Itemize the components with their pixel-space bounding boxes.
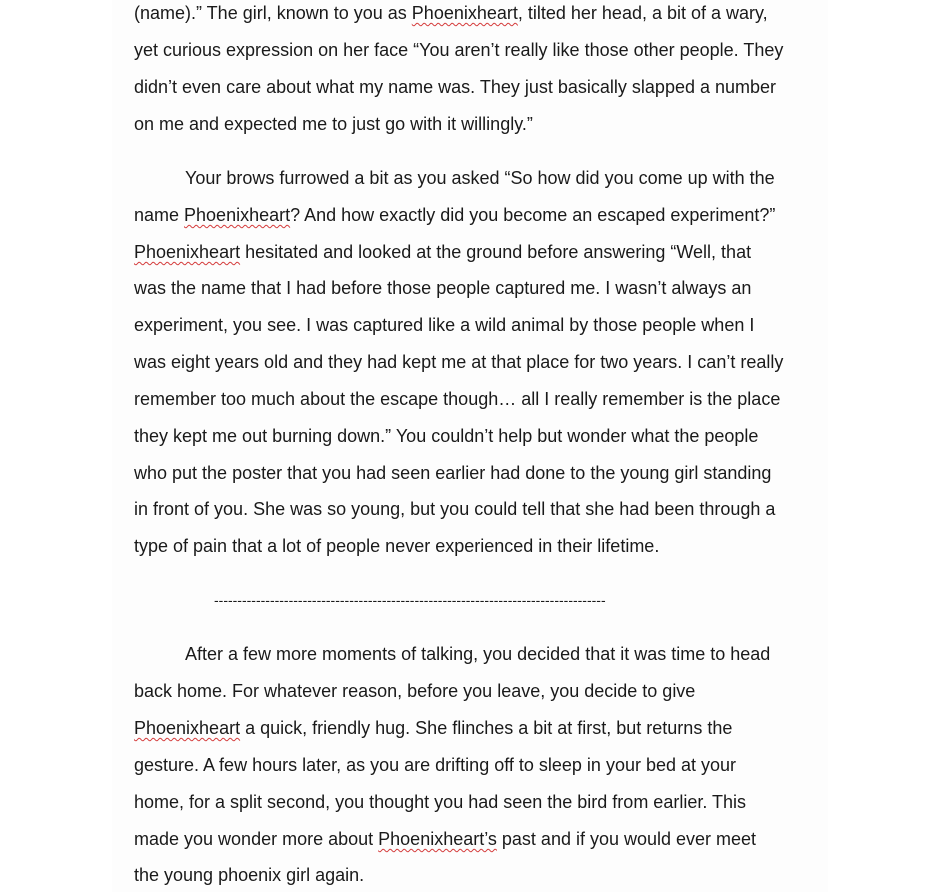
text-run: name bbox=[134, 205, 185, 225]
text-line bbox=[134, 1, 768, 25]
text-line: type of pain that a lot of people never experienced in their lifetime. bbox=[134, 536, 660, 556]
text-line: who put the poster that you had seen earlier had done to the young girl standing bbox=[134, 463, 772, 483]
text-line: they kept me out burning down.” You couldn’t help but wonder what the people bbox=[134, 426, 759, 446]
text-line: back home. For whatever reason, before you leave, you decide to give bbox=[134, 681, 696, 701]
text-line bbox=[134, 203, 775, 227]
text-line bbox=[134, 240, 751, 264]
text-line: yet curious expression on her face “You aren’t really like those other people. They bbox=[134, 40, 784, 60]
text-run: past and if you would ever meet bbox=[496, 829, 757, 849]
misspelled-word[interactable]: Phoenixheart bbox=[411, 3, 518, 23]
text-line: didn’t even care about what my name was. They just basically slapped a number bbox=[134, 77, 777, 97]
section-divider: ------------------------------------------------------------------------------------ bbox=[214, 592, 606, 608]
misspelled-word[interactable]: Phoenixheart bbox=[134, 242, 241, 262]
text-run: a quick, friendly hug. She flinches a bit at first, but returns the bbox=[240, 718, 733, 738]
text-run: made you wonder more about bbox=[134, 829, 379, 849]
text-line bbox=[134, 716, 732, 740]
text-line: was eight years old and they had kept me at that place for two years. I can’t really bbox=[134, 352, 784, 372]
text-line: on me and expected me to just go with it willingly.” bbox=[134, 114, 533, 134]
text-line: in front of you. She was so young, but you could tell that she had been through a bbox=[134, 499, 776, 519]
text-line: gesture. A few hours later, as you are drifting off to sleep in your bed at your bbox=[134, 755, 737, 775]
misspelled-word[interactable]: Phoenixheart’s bbox=[378, 829, 497, 849]
text-run: ? And how exactly did you become an escaped experiment?” bbox=[290, 205, 776, 225]
text-line bbox=[134, 827, 756, 851]
text-line: home, for a split second, you thought you had seen the bird from earlier. This bbox=[134, 792, 747, 812]
text-line: the young phoenix girl again. bbox=[134, 865, 365, 885]
misspelled-word[interactable]: Phoenixheart bbox=[184, 205, 291, 225]
text-line: After a few more moments of talking, you decided that it was time to head bbox=[185, 644, 771, 664]
text-run: , tilted her head, a bit of a wary, bbox=[517, 3, 768, 23]
misspelled-word[interactable]: Phoenixheart bbox=[134, 718, 241, 738]
text-line: experiment, you see. I was captured like a wild animal by those people when I bbox=[134, 315, 755, 335]
text-run: hesitated and looked at the ground before answering “Well, that bbox=[240, 242, 752, 262]
text-run: (name).” The girl, known to you as bbox=[134, 3, 412, 23]
text-line: Your brows furrowed a bit as you asked “So how did you come up with the bbox=[185, 168, 775, 188]
text-line: remember too much about the escape though… all I really remember is the place bbox=[134, 389, 781, 409]
text-line: was the name that I had before those people captured me. I wasn’t always an bbox=[134, 278, 752, 298]
